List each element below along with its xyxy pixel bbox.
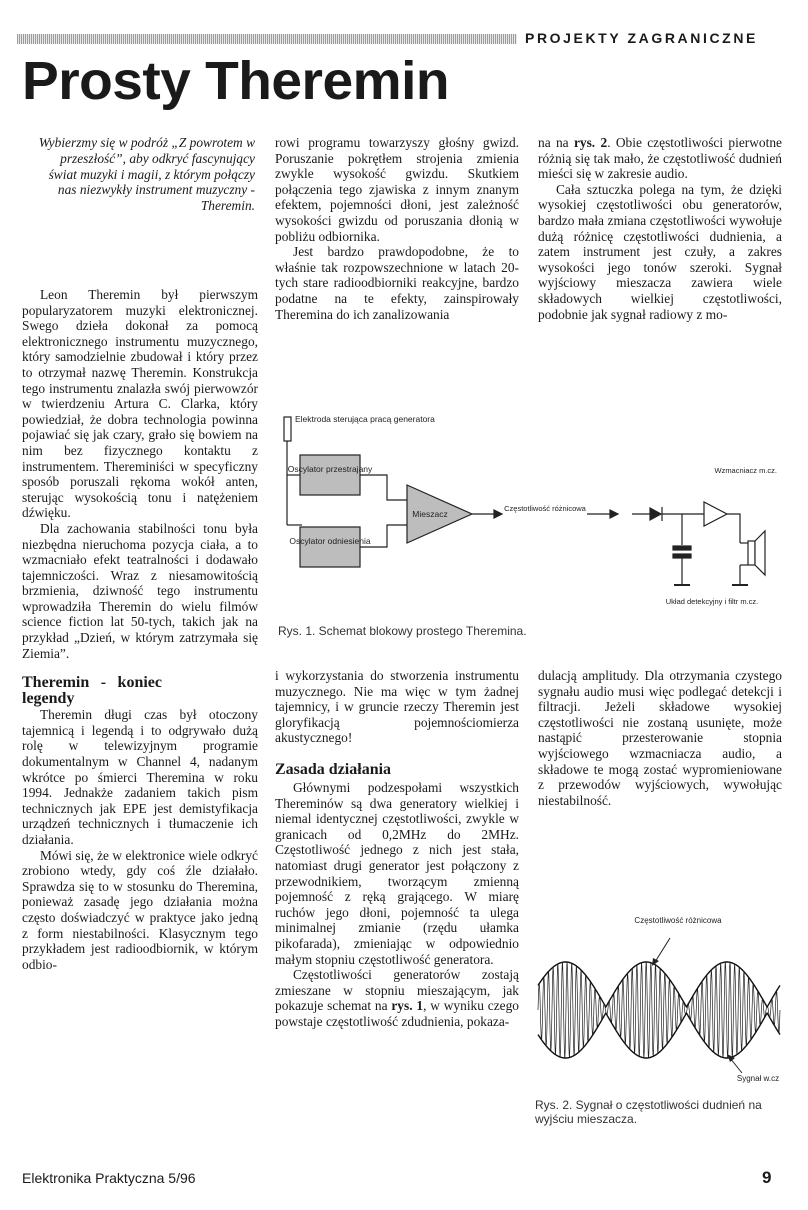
label-detector: Układ detekcyjny i filtr m.cz.	[665, 597, 759, 606]
paragraph: Dla zachowania stabilności tonu była niezbędna nieruchoma pozycja ciała, a to wzmacniało efekt teatralności i dodawało tajemniczości. Wraz z niesamowitością brzmienia, dziwność tego instrumentu wprowadziła Theremin do wielu filmów science fiction lat 50-tych, takich jak na przykład „Dzień, w którym zatrzymała się Ziemia”.	[22, 520, 258, 661]
paragraph: Cała sztuczka polega na tym, że dzięki wysokiej częstotliwości obu generatorów, bardzo mała zmiana częstotliwości wywołuje dużą różnicę częstotliwości dudnienia, a zatem instrument jest czuły, a zakres wysokości jego tonów szeroki. Sygnał wyjściowy mieszacza zawiera wiele składowych wielkiej częstotliwości, podobnie jak sygnał radiowy z mo-	[538, 181, 782, 322]
label-electrode: Elektroda sterująca pracą generatora	[295, 414, 435, 424]
article-title: Prosty Theremin	[22, 51, 449, 111]
header-decorative-strip	[17, 34, 517, 44]
paragraph: Leon Theremin był pierwszym popularyzatorem muzyki elektronicznej. Swego dzieła dokonał za pomocą elektronicznego instrumentu muzycznego, który samodzielnie zbudował i który przez to otrzymał nazwę Theremin. Konstrukcja tego instrumentu znalazła swój pierwowzór w twierdzeniu Artura C. Clarka, który powiedział, że dobra technologia powinna pojawiać się jak czary, grało się bowiem na nim bez fizycznego kontaktu z instrumentem. Thereminiści w specyficzny sposób poruszali rękoma wokół anten, sterując wysokością tonu i natężeniem dźwięku.	[22, 287, 258, 521]
column-3-top	[538, 135, 782, 322]
column-1	[22, 287, 258, 972]
column-3-bottom	[538, 668, 782, 808]
page-number: 9	[762, 1168, 772, 1187]
section-heading: Theremin - koniec legendy	[22, 674, 162, 708]
label-difference-frequency: Częstotliwość różnicowa	[634, 916, 722, 925]
figure-1-block-diagram	[272, 405, 792, 630]
diode	[650, 508, 661, 520]
arrow-difference	[655, 938, 670, 962]
section-heading: Zasada działania	[275, 760, 392, 778]
figure-2-beat-signal	[530, 910, 795, 1105]
svg-text:Sygnał w.cz	[737, 1074, 779, 1083]
label-difference-frequency: Częstotliwość różnicowa	[504, 504, 586, 513]
figure-reference: rys. 2	[573, 135, 608, 150]
figure-2-caption: Rys. 2. Sygnał o częstotliwości dudnień na wyjściu mieszacza.	[535, 1098, 762, 1126]
beat-waveform	[538, 962, 780, 1058]
figure-reference: rys. 1	[391, 998, 424, 1014]
paragraph: dulacją amplitudy. Dla otrzymania czystego sygnału audio musi więc podlegać detekcji i filtracji. Jeżeli składowe wysokiej częstotliwości nie zostaną usunięte, może nastąpić przesterowanie stopnia wyjściowego wzmacniacza audio, a składowe te mogą zostać wypromieniowane z przewodów wyjściowych, wywołując niestabilność.	[538, 668, 782, 808]
label-amplifier: Wzmacniacz m.cz.	[714, 466, 777, 475]
figure-1-caption: Rys. 1. Schemat blokowy prostego Theremina.	[278, 624, 527, 638]
column-2-bottom	[275, 668, 519, 1029]
section-label: PROJEKTY ZAGRANICZNE	[525, 30, 758, 46]
paragraph: Theremin długi czas był otoczony tajemnicą i legendą i to odgrywało dużą rolę w telewizyjnym programie dokumentalnym w Channel 4, nadanym wkrótce po śmierci Theremina w roku 1994. Jednakże zadaniem takich pism technicznych jak EPE jest demistyfikacja urządzeń technicznych i tłumaczenie ich działania.	[22, 707, 258, 847]
paragraph: Jest bardzo prawdopodobne, że to właśnie tak rozpowszechnione w latach 20-tych stare radioodbiorniki reakcyjne, bardzo podatne na te efekty, zainspirowały Theremina do ich zanalizowania	[275, 244, 519, 322]
svg-text:Oscylator przestrajany	[288, 464, 373, 474]
svg-text:Mieszacz	[412, 509, 447, 519]
svg-text:Częstotliwość różnicowa	[634, 916, 722, 925]
footer-magazine: Elektronika Praktyczna 5/96	[22, 1170, 196, 1186]
paragraph: Głównymi podzespołami wszystkich Thereminów są dwa generatory wielkiej i niemal identycznej częstotliwości, zwykle w granicach od 0,2MHz do 2MHz. Częstotliwość jednego z nich jest stała, natomiast drugi generator jest połączony z przewodnikiem, tworzącym zmienną pojemność z ręką grającego. W miarę ruchów jego dłoni, pojemność ta ulega minimalnej zmianie (rzędu ułamka pikofarada), zmieniając w odpowiednio małym stopniu częstotliwość generatora.	[275, 779, 519, 967]
paragraph: na na rys. 2. Obie częstotliwości pierwotne różnią się tak mało, że częstotliwość dudnień mieści się w zakresie audio.	[538, 135, 782, 182]
label-mixer: Mieszacz	[412, 509, 448, 519]
column-2-top	[275, 135, 519, 322]
paragraph: Częstotliwości generatorów zostają zmieszane w stopniu mieszającym, jak pokazuje schemat na rys. 1, w wyniku czego powstaje częstotliwość zdudnienia, pokaza-	[275, 967, 519, 1029]
svg-text:Wzmacniacz m.cz.	[714, 466, 777, 475]
svg-text:Oscylator odniesienia	[289, 536, 371, 546]
label-oscillator-variable: Oscylator przestrajany	[287, 464, 373, 474]
label-oscillator-reference: Oscylator odniesienia	[289, 536, 371, 546]
paragraph: rowi programu towarzyszy głośny gwizd. Poruszanie pokrętłem strojenia zmienia zwykle wysokość gwizdu. Skutkiem połączenia tego zjawiska z innym znanym efektem, pojemności dłoni, jest zależność wysokości gwizdu od poruszania dłonią w pobliżu odbiornika.	[275, 135, 519, 244]
capacitor	[673, 546, 691, 550]
electrode-plate	[284, 417, 291, 441]
speaker	[748, 541, 755, 565]
svg-text:Częstotliwość różnicowa	[504, 504, 587, 513]
paragraph: i wykorzystania do stworzenia instrumentu muzycznego. Nie ma więc w tym żadnej tajemnicy, i w gruncie rzeczy Theremin jest gloryfikacją pojemnościomierza akustycznego!	[275, 668, 519, 746]
oscillator-variable-box	[300, 455, 360, 495]
paragraph: Mówi się, że w elektronice wiele odkryć zrobiono wtedy, gdy coś źle działało. Sprawdza się to w stosunku do Theremina, ponieważ zasadę jego działania można często doświadczyć w praktyce jako jedną z form niestabilności. Klasycznym tego przykładem jest radioodbiornik, w którym odbio-	[22, 847, 258, 972]
label-signal: Sygnał w.cz	[736, 1074, 780, 1083]
oscillator-reference-box	[300, 527, 360, 567]
svg-text:Układ detekcyjny i filtr m.cz.	[666, 597, 759, 606]
lead-paragraph: Wybierzmy się w podróż „Z powrotem w przeszłość”, aby odkryć fascynujący świat muzyki i magii, z którym połączy nas niezwykły instrument muzyczny - Theremin.	[38, 135, 255, 214]
amplifier-triangle	[704, 502, 727, 526]
